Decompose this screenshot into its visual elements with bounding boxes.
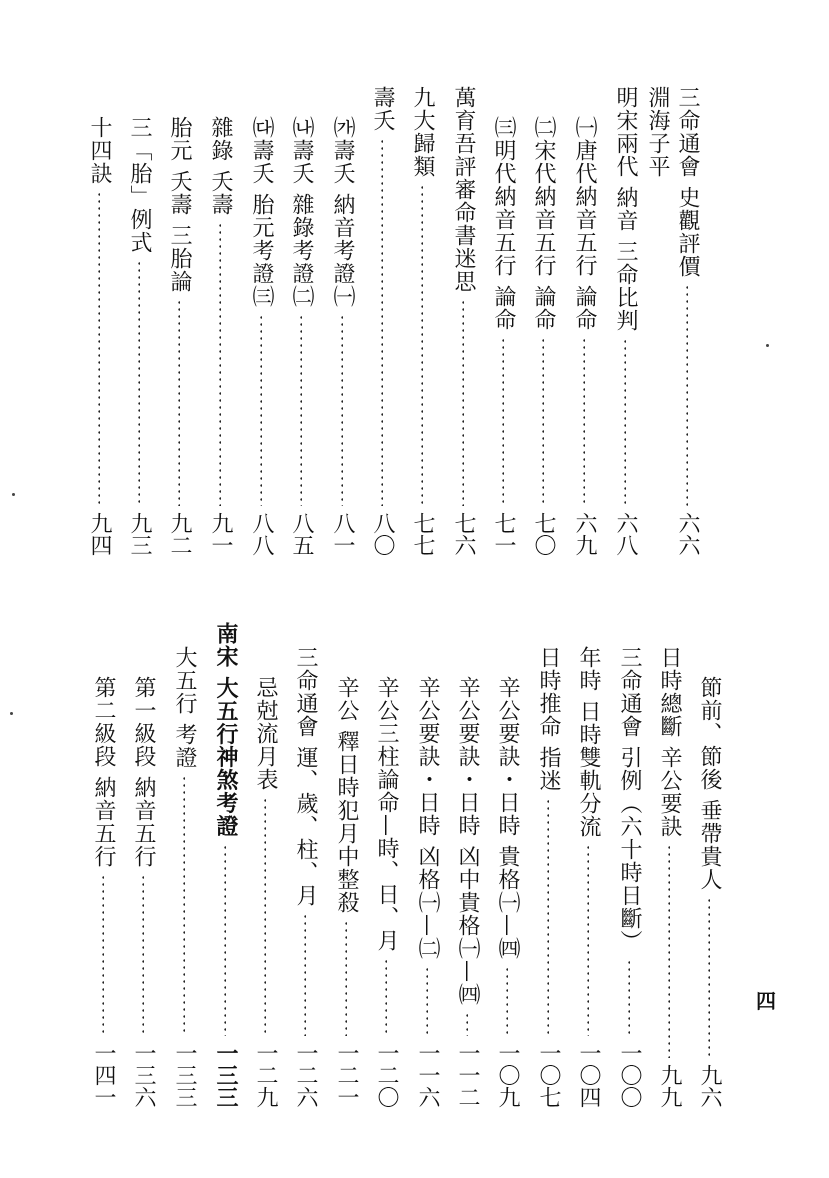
entry-page: 九三: [127, 512, 152, 556]
entry-page: 六六: [675, 512, 700, 556]
toc-entry: [569, 116, 599, 556]
entry-page: 八一: [330, 512, 355, 556]
entry-page: 一四一: [91, 1042, 116, 1108]
toc-entry: [327, 116, 357, 556]
dot-leader: [466, 1012, 468, 1036]
entry-title: ㈡宋代納音五行 論命: [531, 116, 556, 331]
entry-page: 六九: [572, 512, 597, 556]
entry-page: 一二九: [253, 1042, 278, 1108]
dot-leader: [304, 913, 306, 1036]
entry-title: 節前、節後 垂帶貴人: [697, 676, 722, 891]
entry-page: 一〇九: [495, 1042, 520, 1108]
toc-entry: [331, 676, 361, 1108]
entry-page: 一〇七: [536, 1042, 561, 1108]
dot-leader: [142, 874, 144, 1036]
entry-title: 辛公 釋日時犯月中整殺: [334, 676, 359, 914]
dot-leader: [138, 260, 140, 506]
dot-leader: [224, 844, 226, 1036]
entry-page: 一二一: [334, 1042, 359, 1108]
entry-title: 辛公要訣・日時 凶中貴格㈠—㈣: [455, 676, 480, 1006]
entry-title: 胎元 夭壽 三胎論: [167, 116, 192, 293]
entry-title: 辛公三柱論命—時、日、月: [374, 676, 399, 952]
toc-entry: [672, 86, 702, 556]
entry-page: 八五: [289, 512, 314, 556]
scan-speck: [766, 344, 769, 347]
dot-leader: [264, 797, 266, 1036]
dot-leader: [624, 338, 626, 506]
entry-page: 一一二: [455, 1042, 480, 1108]
entry-page: 六八: [613, 512, 638, 556]
entry-title: 三命通會 運、歲、柱、月: [293, 646, 318, 907]
entry-title: 日時總斷 辛公要訣: [657, 646, 682, 838]
entry-page: 八〇: [370, 512, 395, 556]
toc-entry: [448, 86, 478, 556]
entry-page: 一三三: [213, 1042, 238, 1108]
dot-leader: [587, 844, 589, 1036]
dot-leader: [260, 314, 262, 506]
dot-leader: [178, 299, 180, 506]
dot-leader: [506, 966, 508, 1036]
entry-page: 九二: [167, 512, 192, 556]
toc-entry: [250, 676, 280, 1108]
toc-entry: [614, 646, 644, 1108]
dot-leader: [385, 958, 387, 1036]
toc-entry: [205, 116, 235, 556]
entry-title: 大五行 考證: [172, 646, 197, 769]
toc-entry: [169, 646, 199, 1108]
toc-entry: [290, 646, 320, 1108]
dot-leader: [668, 844, 670, 1058]
entry-title: 三命通會 引例（六十時日斷）: [617, 646, 642, 953]
entry-title: ㈎壽夭 納音考證㈠: [330, 116, 355, 308]
dot-leader: [183, 775, 185, 1036]
toc-entry: [246, 116, 276, 556]
toc-entry: [610, 86, 640, 556]
entry-page: 一一六: [415, 1042, 440, 1108]
toc-entry: [164, 116, 194, 556]
dot-leader: [462, 299, 464, 506]
entry-title: 明宋兩代 納音 三命比判: [613, 86, 638, 332]
entry-title: ㈢明代納音五行 論命: [491, 116, 516, 331]
toc-entry: [528, 116, 558, 556]
entry-page: 一二〇: [374, 1042, 399, 1108]
page-number: 四: [756, 989, 776, 1013]
toc-entry: [642, 86, 672, 226]
entry-page: 七一: [491, 512, 516, 556]
toc-entry: [367, 86, 397, 556]
entry-title: ㈐壽夭 胎元考證㈢: [249, 116, 274, 308]
dot-leader: [98, 191, 100, 506]
dot-leader: [426, 966, 428, 1036]
entry-title: 年時 日時雙軌分流: [576, 646, 601, 838]
toc-entry: [654, 646, 684, 1108]
dot-leader: [547, 798, 549, 1036]
toc-entry: [573, 646, 603, 1108]
entry-page: 七七: [410, 512, 435, 556]
entry-page: 一〇〇: [617, 1042, 642, 1108]
entry-title: 萬育吾評審命書迷思: [451, 86, 476, 293]
entry-page: 七〇: [531, 512, 556, 556]
entry-title: 日時推命 指迷: [536, 646, 561, 792]
toc-entry: [88, 676, 118, 1108]
entry-title: 辛公要訣・日時 凶格㈠—㈡: [415, 676, 440, 960]
entry-page: 八八: [249, 512, 274, 556]
toc-section-heading: [210, 622, 240, 1108]
toc-entry: [124, 116, 154, 556]
dot-leader: [219, 222, 221, 506]
dot-leader: [628, 959, 630, 1036]
toc-entry: [533, 646, 563, 1108]
dot-leader: [345, 920, 347, 1036]
toc-entry: [407, 86, 437, 556]
dot-leader: [583, 337, 585, 506]
entry-title: 南宋 大五行神煞考證: [213, 622, 238, 838]
entry-page: 九四: [87, 512, 112, 556]
entry-title: 淵海子平: [645, 86, 670, 178]
toc-entry: [492, 676, 522, 1108]
scan-speck: [10, 712, 13, 715]
toc-entry: [452, 676, 482, 1108]
dot-leader: [686, 284, 688, 506]
entry-title: 辛公要訣・日時 貴格㈠—㈣: [495, 676, 520, 960]
toc-entry: [286, 116, 316, 556]
toc-entry: [128, 676, 158, 1108]
entry-title: 九大歸類: [410, 86, 435, 178]
toc-entry: [84, 116, 114, 556]
entry-page: 一三六: [131, 1042, 156, 1108]
toc-entry: [412, 676, 442, 1108]
dot-leader: [421, 184, 423, 506]
toc-entry: [371, 676, 401, 1108]
entry-title: 壽夭: [370, 86, 395, 132]
toc-entry: [694, 676, 724, 1108]
entry-page: 一〇四: [576, 1042, 601, 1108]
dot-leader: [102, 874, 104, 1036]
entry-page: 七六: [451, 512, 476, 556]
entry-page: 一三三: [172, 1042, 197, 1108]
toc-entry: [488, 116, 518, 556]
entry-title: 三「胎」例式: [127, 116, 152, 254]
scan-speck: [12, 493, 15, 496]
dot-leader: [542, 337, 544, 506]
dot-leader: [502, 337, 504, 506]
entry-title: 第二級段 納音五行: [91, 676, 116, 868]
dot-leader: [300, 314, 302, 506]
entry-page: 九一: [208, 512, 233, 556]
entry-title: ㈏壽夭 雜錄考證㈡: [289, 116, 314, 308]
entry-page: 九六: [697, 1064, 722, 1108]
entry-page: 九九: [657, 1064, 682, 1108]
entry-title: 雜錄 夭壽: [208, 116, 233, 216]
entry-title: 三命通會 史觀評價: [675, 86, 700, 278]
entry-page: 一二六: [293, 1042, 318, 1108]
dot-leader: [381, 138, 383, 506]
dot-leader: [341, 314, 343, 506]
entry-title: 十四訣: [87, 116, 112, 185]
entry-title: 第一級段 納音五行: [131, 676, 156, 868]
entry-title: ㈠唐代納音五行 論命: [572, 116, 597, 331]
dot-leader: [708, 897, 710, 1058]
entry-title: 忌尅流月表: [253, 676, 278, 791]
